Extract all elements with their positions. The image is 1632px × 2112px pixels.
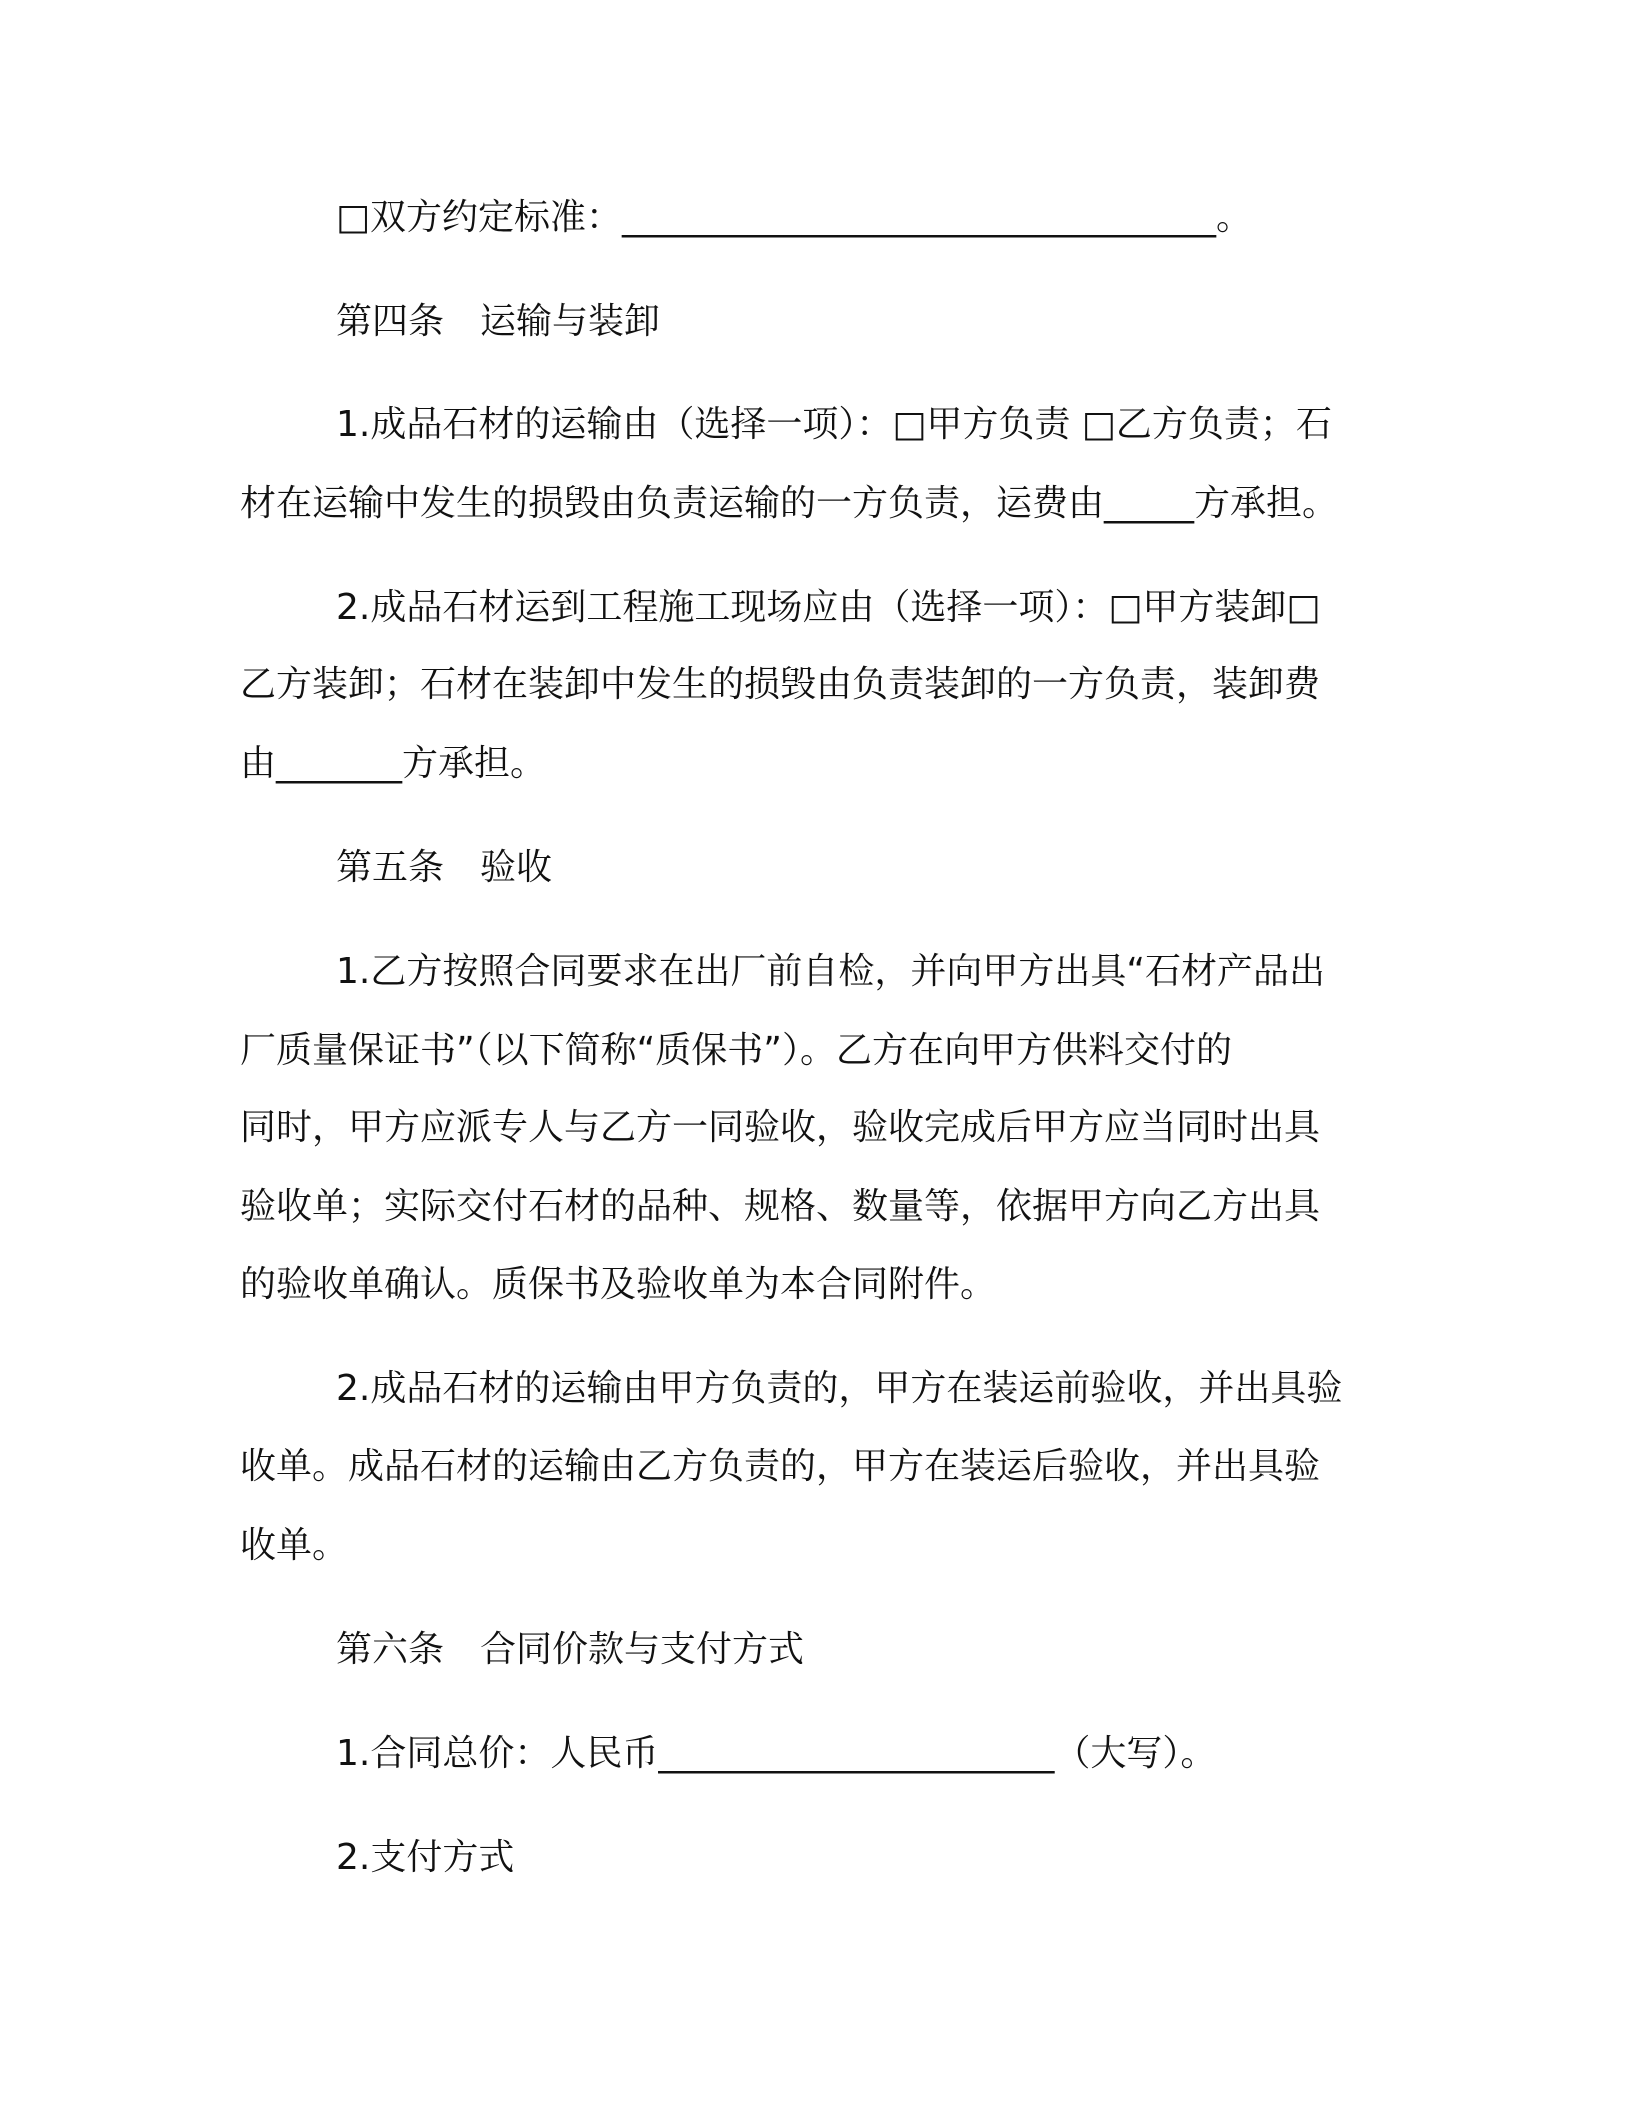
clause-5-item-1-line-4: 验收单；实际交付石材的品种、规格、数量等，依据甲方向乙方出具 bbox=[240, 1186, 1321, 1227]
clause-5-item-1-line-3: 同时，甲方应派专人与乙方一同验收，验收完成后甲方应当同时出具 bbox=[240, 1107, 1321, 1148]
clause-4-item-2-line-1: 2.成品石材运到工程施工现场应由（选择一项）：□甲方装卸□ bbox=[336, 587, 1321, 628]
clause-4-item-1-line-2: 材在运输中发生的损毁由负责运输的一方负责，运费由_____方承担。 bbox=[240, 483, 1339, 524]
clause-5-item-2-line-2: 收单。成品石材的运输由乙方负责的，甲方在装运后验收，并出具验 bbox=[240, 1446, 1321, 1487]
clause-5-heading: 第五条 验收 bbox=[336, 847, 553, 888]
clause-3-agreed-standard-line: □双方约定标准：_________________________________。 bbox=[336, 197, 1253, 238]
clause-5-item-2-line-1: 2.成品石材的运输由甲方负责的，甲方在装运前验收，并出具验 bbox=[336, 1368, 1343, 1409]
clause-5-item-1-line-5: 的验收单确认。质保书及验收单为本合同附件。 bbox=[240, 1264, 997, 1305]
clause-6-item-2-payment-method: 2.支付方式 bbox=[336, 1837, 515, 1878]
clause-4-item-1-line-1: 1.成品石材的运输由（选择一项）：□甲方负责 □乙方负责；石 bbox=[336, 404, 1332, 445]
clause-6-item-1-contract-price: 1.合同总价：人民币______________________（大写）。 bbox=[336, 1733, 1217, 1774]
clause-5-item-1-line-2: 厂质量保证书”（以下简称“质保书”）。乙方在向甲方供料交付的 bbox=[240, 1030, 1232, 1071]
clause-4-heading: 第四条 运输与装卸 bbox=[336, 301, 661, 342]
clause-4-item-2-line-3: 由_______方承担。 bbox=[240, 743, 547, 784]
clause-5-item-1-line-1: 1.乙方按照合同要求在出厂前自检，并向甲方出具“石材产品出 bbox=[336, 951, 1325, 992]
clause-4-item-2-line-2: 乙方装卸；石材在装卸中发生的损毁由负责装卸的一方负责，装卸费 bbox=[240, 664, 1321, 705]
clause-5-item-2-line-3: 收单。 bbox=[240, 1525, 349, 1566]
clause-6-heading: 第六条 合同价款与支付方式 bbox=[336, 1629, 805, 1670]
